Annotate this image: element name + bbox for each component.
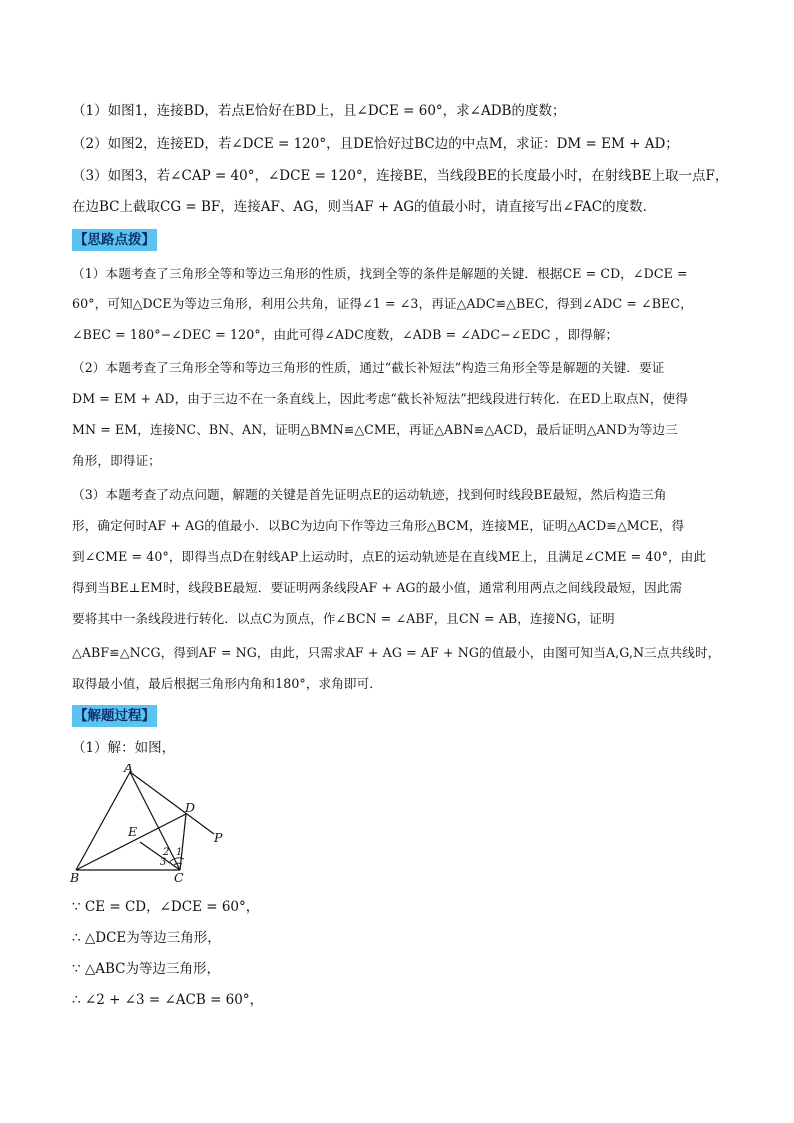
angle-label-2: 2 — [163, 847, 170, 858]
label-b: B — [70, 870, 80, 885]
thinking-line: △ABF≌△NCG，得到AF = NG，由此，只需求AF + AG = AF + NG的值最小，由图可知当A,G,N三点共线时， — [72, 645, 721, 660]
solution-step: ∵ CE = CD，∠DCE = 60°， — [72, 899, 260, 915]
solution-intro: （1）解：如图， — [72, 740, 176, 756]
question-3-line-2: 在边BC上截取CG = BF，连接AF、AG，则当AF + AG的值最小时，请直接写出∠FAC的度数． — [72, 199, 657, 215]
question-2: （2）如图2，连接ED，若∠DCE = 120°，且DE恰好过BC边的中点M，求证：DM = EM + AD； — [72, 136, 679, 152]
solution-step: ∴ △DCE为等边三角形， — [72, 930, 221, 946]
thinking-line: 角形，即得证； — [72, 453, 161, 468]
thinking-line: 取得最小值，最后根据三角形内角和180°，求角即可． — [72, 676, 382, 691]
label-p: P — [214, 830, 223, 845]
segment-cd — [180, 814, 186, 870]
thinking-line: MN = EM，连接NC、BN、AN，证明△BMN≌△CME，再证△ABN≌△ACD，最后证明△AND为等边三 — [72, 422, 678, 437]
thinking-line: （3）本题考查了动点问题，解题的关键是首先证明点E的运动轨迹，找到何时线段BE最短，然后构造三角 — [72, 487, 667, 502]
thinking-line: （1）本题考查了三角形全等和等边三角形的性质，找到全等的条件是解题的关键．根据CE = CD，∠DCE = — [72, 266, 688, 281]
ray-ap — [130, 772, 214, 834]
thinking-line: DM = EM + AD，由于三边不在一条直线上，因此考虑“截长补短法”把线段进行转化．在ED上取点N，使得 — [72, 391, 688, 406]
thinking-line: 到∠CME = 40°，即得当点D在射线AP上运动时，点E的运动轨迹是在直线ME上，且满足∠CME = 40°，由此 — [72, 549, 707, 564]
geometry-figure — [68, 764, 238, 890]
segment-ab — [76, 772, 130, 870]
question-1: （1）如图1，连接BD，若点E恰好在BD上，且∠DCE = 60°，求∠ADB的度数； — [72, 103, 566, 119]
thinking-line: 形，确定何时AF + AG的值最小．以BC为边向下作等边三角形△BCM，连接ME，证明△ACD≌△MCE，得 — [72, 518, 685, 533]
thinking-line: 要将其中一条线段进行转化．以点C为顶点，作∠BCN = ∠ABF，且CN = AB，连接NG，证明 — [72, 611, 615, 626]
thinking-line: 60°，可知△DCE为等边三角形，利用公共角，证得∠1 = ∠3，再证△ADC≌△BEC，得到∠ADC = ∠BEC， — [72, 296, 693, 311]
thinking-heading: 【思路点拨】 — [72, 229, 157, 251]
angle-label-3: 3 — [160, 857, 167, 868]
question-3-line-1: （3）如图3，若∠CAP = 40°，∠DCE = 120°，连接BE，当线段BE的长度最小时，在射线BE上取一点F， — [72, 168, 729, 184]
segment-bd — [76, 814, 186, 870]
label-e: E — [128, 824, 138, 839]
triangle-diagram — [68, 764, 238, 886]
solution-heading: 【解题过程】 — [72, 705, 157, 727]
solution-step: ∵ △ABC为等边三角形， — [72, 961, 221, 977]
label-a: A — [124, 764, 134, 775]
label-c: C — [174, 870, 184, 885]
angle-label-1: 1 — [176, 847, 183, 858]
thinking-line: （2）本题考查了三角形全等和等边三角形的性质，通过“截长补短法”构造三角形全等是解题的关键．要证 — [72, 360, 665, 375]
thinking-line: ∠BEC = 180°−∠DEC = 120°，由此可得∠ADC度数，∠ADB = ∠ADC−∠EDC ，即得解； — [72, 327, 619, 342]
solution-step: ∴ ∠2 + ∠3 = ∠ACB = 60°， — [72, 992, 264, 1008]
label-d: D — [185, 800, 196, 815]
thinking-line: 得到当BE⊥EM时，线段BE最短．要证明两条线段AF + AG的最小值，通常利用两点之间线段最短，因此需 — [72, 580, 683, 595]
